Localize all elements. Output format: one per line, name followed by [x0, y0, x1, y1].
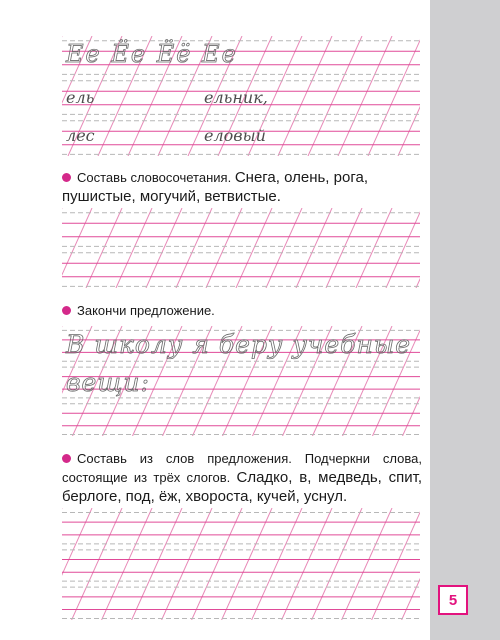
- slant-line: [372, 508, 420, 620]
- task-bullet: [62, 306, 71, 315]
- copybook-word-les: лес: [66, 126, 95, 145]
- slant-guides: [62, 208, 420, 288]
- task-3: [62, 449, 422, 506]
- copybook-word-elnik: ельник,: [204, 88, 268, 107]
- slant-line: [398, 36, 420, 156]
- slant-line: [236, 208, 272, 288]
- slant-line: [356, 208, 392, 288]
- task-3-instruction: Составь из слов предложения. Подчеркни слова, состоящие из трёх слогов.: [62, 451, 422, 485]
- slant-line: [72, 508, 122, 620]
- slant-line: [252, 508, 302, 620]
- copybook-word-elovy: еловый: [204, 126, 266, 145]
- task-1-words: Снега, олень, рога, пушистые, могучий, ветвистые.: [62, 169, 368, 205]
- task-2-instruction: Закончи предложение.: [77, 303, 215, 318]
- slant-line: [222, 508, 272, 620]
- slant-line: [132, 508, 182, 620]
- slant-line: [312, 508, 362, 620]
- slant-line: [62, 208, 92, 288]
- task-1: [62, 168, 422, 206]
- page-number: 5: [438, 585, 468, 615]
- slant-line: [206, 208, 242, 288]
- slant-line: [296, 208, 332, 288]
- slant-line: [342, 508, 392, 620]
- page-side-strip: [430, 0, 500, 640]
- task-2-handwriting-line-2: вещи:: [66, 368, 150, 397]
- slant-line: [278, 36, 332, 156]
- slant-line: [326, 208, 362, 288]
- task-bullet: [62, 173, 71, 182]
- slant-line: [266, 208, 302, 288]
- slant-line: [192, 508, 242, 620]
- slant-guides: [62, 508, 420, 620]
- slant-line: [338, 36, 392, 156]
- slant-line: [176, 208, 212, 288]
- task-2-handwriting-line-1: В школу я беру учебные: [66, 330, 412, 359]
- slant-line: [368, 36, 420, 156]
- slant-line: [282, 508, 332, 620]
- task-1-instruction: Составь словосочетания.: [77, 170, 232, 185]
- ruling-block-task1: [62, 208, 420, 288]
- slant-line: [116, 208, 152, 288]
- slant-line: [146, 208, 182, 288]
- slant-line: [308, 36, 362, 156]
- ruling-lines: [62, 208, 420, 288]
- task-3-words: Сладко, в, медведь, спит, берлоге, под, ёж, хвороста, кучей, уснул.: [62, 469, 423, 505]
- copybook-word-el: ель: [66, 88, 95, 107]
- task-bullet: [62, 454, 71, 463]
- task-2: [62, 301, 422, 320]
- ruling-block-task3: [62, 508, 420, 620]
- ruling-lines: [62, 508, 420, 620]
- slant-line: [102, 508, 152, 620]
- slant-line: [86, 208, 122, 288]
- slant-line: [386, 208, 420, 288]
- slant-line: [402, 508, 420, 620]
- slant-line: [62, 508, 92, 620]
- slant-line: [162, 508, 212, 620]
- copybook-letters: Ее Ёе Ёё Ее: [66, 40, 238, 68]
